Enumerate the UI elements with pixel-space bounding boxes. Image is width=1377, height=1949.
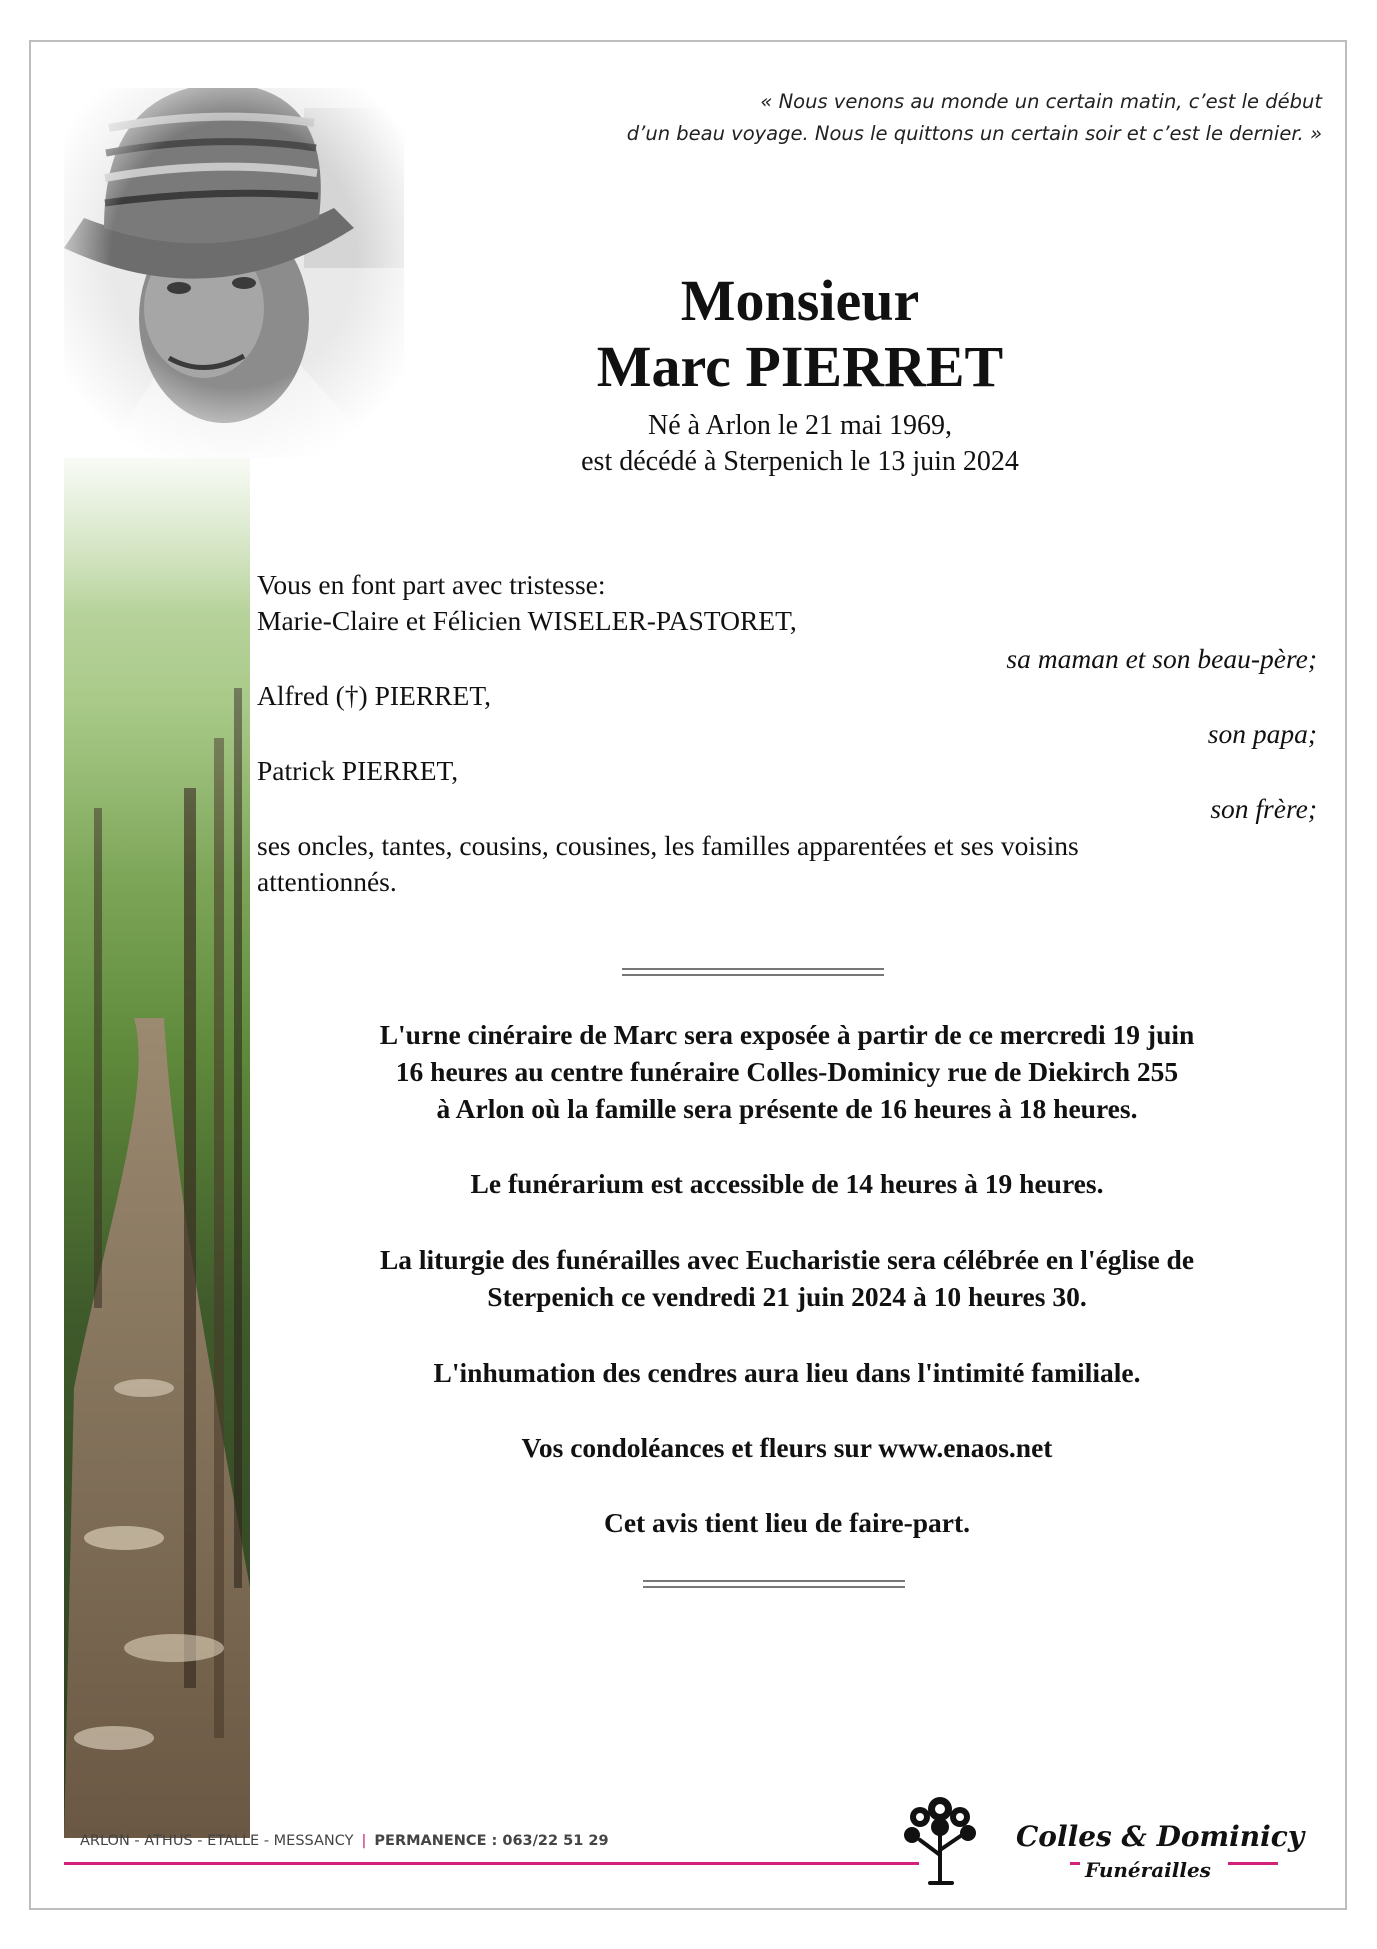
family-intro: Vous en font part avec tristesse: [257, 569, 606, 600]
info-line: Le funérarium est accessible de 14 heures à 19 heures. [470, 1168, 1104, 1199]
salutation: Monsieur [680, 268, 920, 333]
footer-locations: ARLON - ATHUS - ETALLE - MESSANCY [80, 1833, 354, 1849]
family-member-name: Marie-Claire et Félicien WISELER-PASTORET, [257, 605, 797, 636]
footer-accent-line [64, 1862, 919, 1865]
family-others: ses oncles, tantes, cousins, cousines, les familles apparentées et ses voisins [257, 830, 1079, 861]
family-member-name: Alfred (†) PIERRET, [257, 680, 491, 711]
family-others-cont: attentionnés. [257, 866, 397, 897]
brand-subtitle: Funérailles [1085, 1858, 1211, 1882]
info-line: 16 heures au centre funéraire Colles-Dominicy rue de Diekirch 255 [395, 1056, 1179, 1087]
birth-info: Né à Arlon le 21 mai 1969, [647, 410, 953, 441]
info-line: Vos condoléances et fleurs sur www.enaos.net [521, 1432, 1053, 1463]
death-info: est décédé à Sterpenich le 13 juin 2024 [581, 446, 1019, 477]
family-member-role: sa maman et son beau-père; [1006, 643, 1317, 674]
quote-line-1: « Nous venons au monde un certain matin, c’est le début [760, 90, 1322, 113]
divider [622, 968, 884, 976]
brand-name: Colles & Dominicy [1016, 1820, 1305, 1853]
tree-logo-icon [890, 1795, 990, 1885]
family-member-name: Patrick PIERRET, [257, 755, 459, 786]
footer-contact [80, 1833, 609, 1849]
info-line: L'inhumation des cendres aura lieu dans l'intimité familiale. [433, 1357, 1141, 1388]
info-line: Cet avis tient lieu de faire-part. [603, 1507, 971, 1538]
family-member-role: son papa; [1207, 718, 1317, 749]
quote-line-2: d’un beau voyage. Nous le quittons un certain soir et c’est le dernier. » [626, 122, 1322, 145]
info-line: Sterpenich ce vendredi 21 juin 2024 à 10 heures 30. [487, 1281, 1087, 1312]
footer-separator: | [361, 1833, 367, 1849]
divider [643, 1580, 905, 1588]
footer-accent-line [1228, 1862, 1278, 1865]
info-line: La liturgie des funérailles avec Eucharistie sera célébrée en l'église de [379, 1244, 1195, 1275]
info-line: L'urne cinéraire de Marc sera exposée à partir de ce mercredi 19 juin [379, 1019, 1195, 1050]
family-member-role: son frère; [1210, 793, 1317, 824]
footer-accent-line [1070, 1862, 1080, 1865]
deceased-name: Marc PIERRET [596, 334, 1004, 399]
footer-permanence: PERMANENCE : 063/22 51 29 [374, 1833, 609, 1849]
portrait-photo [64, 88, 404, 458]
info-line: à Arlon où la famille sera présente de 16 heures à 18 heures. [436, 1093, 1138, 1124]
epigraph-quote [442, 86, 1322, 150]
